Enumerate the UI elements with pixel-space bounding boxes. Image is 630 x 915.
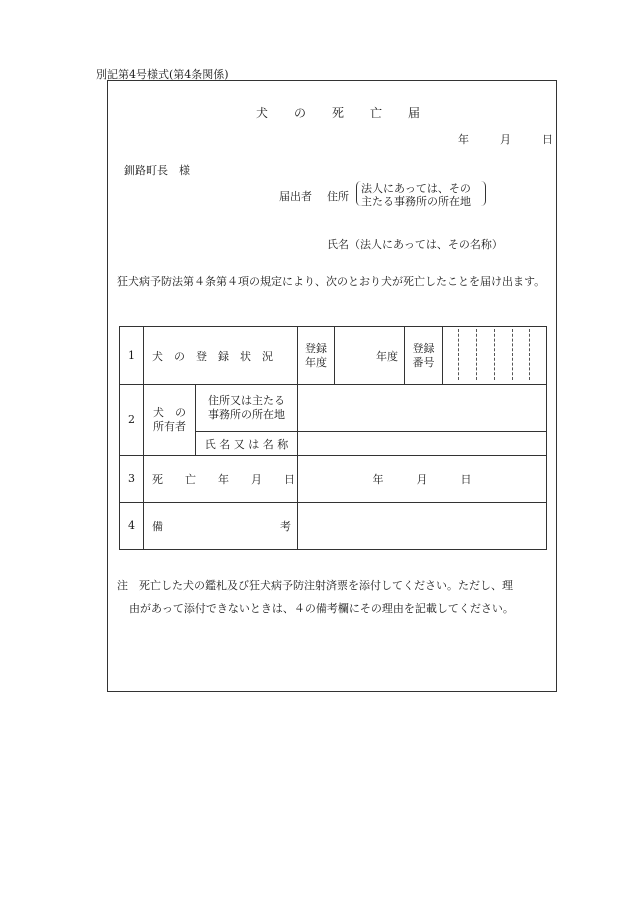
form-number-label: 別記第4号様式(第4条関係) <box>96 68 229 81</box>
owner-name-label: 氏 名 又 は 名 称 <box>196 432 298 455</box>
reg-number-field[interactable] <box>443 327 547 385</box>
footnote-line-1: 注 死亡した犬の鑑札及び狂犬病予防注射済票を添付してください。ただし、理 <box>117 579 513 592</box>
day-label: 日 <box>542 133 553 146</box>
month-label: 月 <box>500 133 511 146</box>
notifier-label: 届出者 <box>279 190 312 203</box>
registration-table <box>119 326 547 550</box>
owner-address-label: 住所又は主たる 事務所の所在地 <box>196 385 298 432</box>
row-number: 4 <box>120 502 144 549</box>
recipient: 釧路町長 様 <box>124 164 190 177</box>
reg-number-label: 登録 番号 <box>405 327 443 385</box>
remarks-label: 備 考 <box>144 502 298 549</box>
dog-owner-label: 犬 の 所有者 <box>144 385 196 455</box>
table-row <box>120 385 547 432</box>
owner-name-field[interactable] <box>298 432 547 455</box>
year-suffix: 年度 <box>376 349 398 363</box>
footnote <box>117 574 554 620</box>
year-label: 年 <box>458 133 469 146</box>
dog-registration-status-label: 犬 の 登 録 状 況 <box>144 327 298 385</box>
address-note-line-1: 法人にあっては、その <box>361 182 471 195</box>
body-text: 狂犬病予防法第４条第４項の規定により、次のとおり犬が死亡したことを届け出ます。 <box>117 275 546 288</box>
table-row <box>120 502 547 549</box>
death-date-field[interactable]: 年 月 日 <box>298 455 547 502</box>
table-row <box>120 327 547 385</box>
death-date-label: 死 亡 年 月 日 <box>144 455 298 502</box>
row-number: 2 <box>120 385 144 455</box>
name-line: 氏名（法人にあっては、その名称） <box>327 238 503 251</box>
reg-year-label: 登録 年度 <box>298 327 335 385</box>
footnote-line-2: 由があって添付できないときは、４の備考欄にその理由を記載してください。 <box>129 602 514 615</box>
row-number: 3 <box>120 455 144 502</box>
reg-year-field[interactable] <box>335 327 405 385</box>
owner-address-field[interactable] <box>298 385 547 432</box>
submission-date <box>458 131 553 147</box>
form-title: 犬の死亡届 <box>256 106 447 120</box>
table-row <box>120 455 547 502</box>
address-note-line-2: 主たる事務所の所在地 <box>361 195 471 208</box>
row-number: 1 <box>120 327 144 385</box>
remarks-field[interactable] <box>298 502 547 549</box>
address-label: 住所 <box>327 190 349 203</box>
